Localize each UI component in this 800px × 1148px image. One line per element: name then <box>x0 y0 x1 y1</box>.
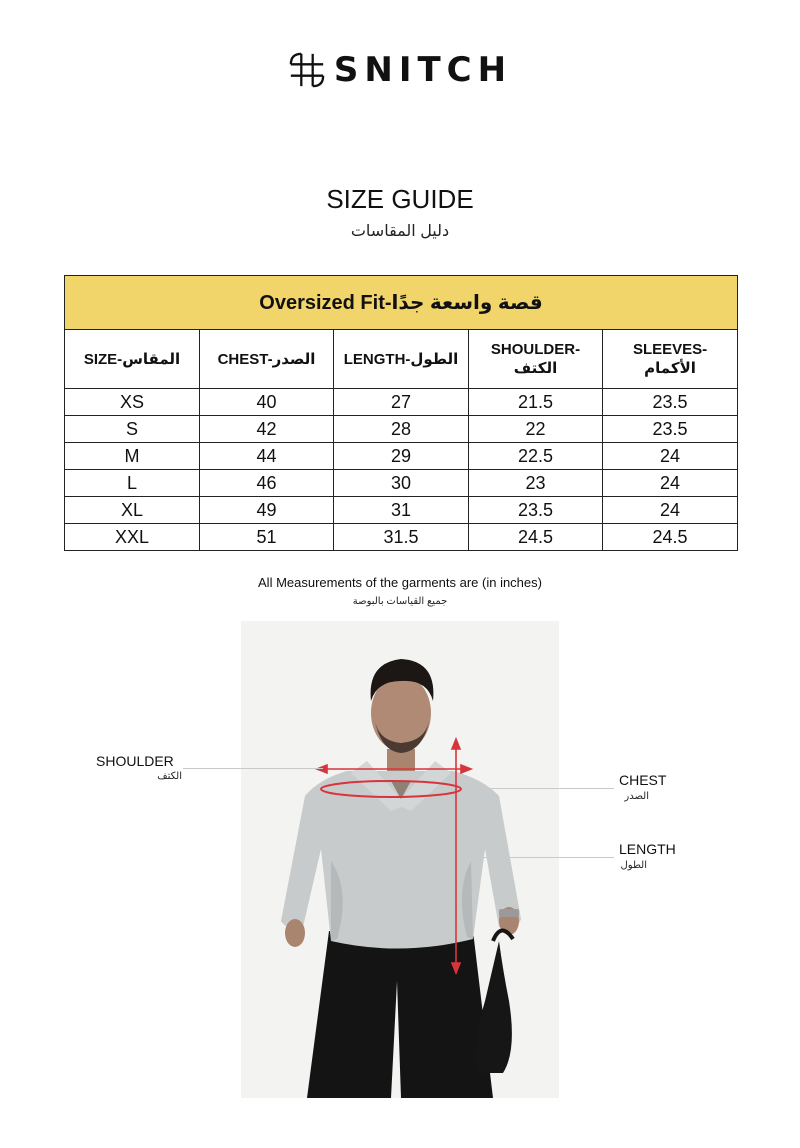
column-header-en: SLEEVES- <box>632 341 708 358</box>
table-cell: 29 <box>334 443 469 470</box>
table-body <box>65 389 738 551</box>
table-cell: 24 <box>603 443 738 470</box>
table-cell: 24 <box>603 470 738 497</box>
column-header-ar: المقاس <box>122 350 181 368</box>
column-header <box>603 330 738 389</box>
table-cell: 21.5 <box>469 389 603 416</box>
table-cell: 28 <box>334 416 469 443</box>
size-table <box>64 275 738 551</box>
table-cell: 42 <box>200 416 334 443</box>
table-cell: 22.5 <box>469 443 603 470</box>
brand-logo <box>0 48 800 92</box>
table-row <box>65 389 738 416</box>
shoulder-guide-line <box>183 768 323 769</box>
shoulder-label: SHOULDER <box>96 753 174 769</box>
column-header-en: SHOULDER- <box>490 341 581 358</box>
table-row <box>65 416 738 443</box>
page-title: SIZE GUIDE <box>326 184 474 214</box>
page-subtitle-ar: دليل المقاسات <box>350 223 450 240</box>
table-cell: 27 <box>334 389 469 416</box>
column-header <box>65 330 200 389</box>
column-header-ar: الأكمام <box>644 360 696 377</box>
table-cell: 40 <box>200 389 334 416</box>
length-label-ar: الطول <box>620 860 647 871</box>
table-cell: 24.5 <box>603 524 738 551</box>
table-cell: 23.5 <box>469 497 603 524</box>
table-cell: 30 <box>334 470 469 497</box>
table-row <box>65 470 738 497</box>
column-header-ar: الطول <box>410 350 459 368</box>
column-headers <box>65 330 738 389</box>
table-cell: L <box>65 470 200 497</box>
table-row <box>65 497 738 524</box>
hash-knot-icon <box>288 51 326 89</box>
table-cell: 22 <box>469 416 603 443</box>
model-photo <box>241 621 559 1098</box>
table-cell: 31 <box>334 497 469 524</box>
column-header-en: CHEST- <box>217 350 273 368</box>
model-illustration <box>241 621 559 1098</box>
chest-guide-line <box>464 788 614 789</box>
shoulder-label-ar: الكتف <box>157 771 182 782</box>
column-header-ar: الكتف <box>513 360 558 377</box>
table-cell: 24.5 <box>469 524 603 551</box>
table-row <box>65 443 738 470</box>
column-header-ar: الصدر <box>272 350 316 368</box>
column-header-en: LENGTH- <box>343 350 411 368</box>
column-header-en: SIZE- <box>83 350 123 368</box>
table-row <box>65 524 738 551</box>
measurement-note-ar: جميع القياسات بالبوصة <box>352 596 448 607</box>
chest-label: CHEST <box>619 772 667 788</box>
table-cell: S <box>65 416 200 443</box>
table-cell: 44 <box>200 443 334 470</box>
column-header <box>469 330 603 389</box>
table-cell: 23 <box>469 470 603 497</box>
brand-name: SNITCH <box>333 50 513 90</box>
table-cell: 31.5 <box>334 524 469 551</box>
table-cell: XL <box>65 497 200 524</box>
measurement-note: All Measurements of the garments are (in inches) <box>258 575 542 590</box>
table-cell: XS <box>65 389 200 416</box>
table-cell: 23.5 <box>603 416 738 443</box>
length-guide-line <box>460 857 614 858</box>
table-cell: 49 <box>200 497 334 524</box>
column-header <box>334 330 469 389</box>
column-header <box>200 330 334 389</box>
table-cell: XXL <box>65 524 200 551</box>
table-cell: 46 <box>200 470 334 497</box>
length-label: LENGTH <box>619 841 676 857</box>
table-cell: 23.5 <box>603 389 738 416</box>
fit-title: Oversized Fit-قصة واسعة جدًا <box>65 276 738 330</box>
table-cell: 51 <box>200 524 334 551</box>
table-cell: 24 <box>603 497 738 524</box>
chest-label-ar: الصدر <box>624 791 649 802</box>
table-cell: M <box>65 443 200 470</box>
